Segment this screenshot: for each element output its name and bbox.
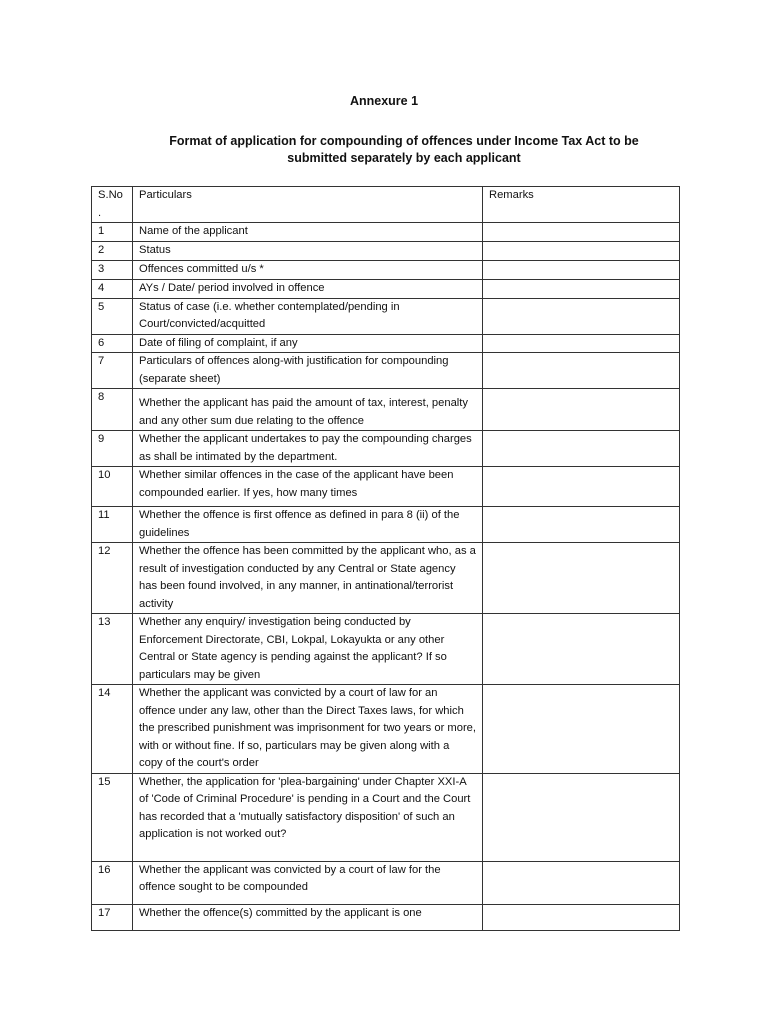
remarks-cell[interactable] <box>483 614 680 685</box>
row-particulars: Particulars of offences along-with justification for compounding (separate sheet) <box>133 353 483 389</box>
remarks-cell[interactable] <box>483 242 680 261</box>
table-row <box>92 298 680 334</box>
row-particulars: Whether the offence has been committed by the applicant who, as a result of investigation conducted by any Central or State agency has been found involved, in any manner, in antinational/terrorist activity <box>133 543 483 614</box>
table-row <box>92 261 680 280</box>
remarks-cell[interactable] <box>483 431 680 467</box>
table-row <box>92 467 680 507</box>
row-particulars: Whether the applicant has paid the amount of tax, interest, penalty and any other sum due relating to the offence <box>133 389 483 431</box>
table-row <box>92 389 680 431</box>
row-sno: 8 <box>92 389 133 431</box>
table-row <box>92 507 680 543</box>
table-row <box>92 861 680 904</box>
row-sno: 14 <box>92 685 133 774</box>
row-sno: 1 <box>92 223 133 242</box>
page-subtitle: Format of application for compounding of offences under Income Tax Act to be submitted separately by each applicant <box>169 134 639 165</box>
remarks-cell[interactable] <box>483 543 680 614</box>
table-row <box>92 543 680 614</box>
row-particulars: Whether the applicant was convicted by a court of law for the offence sought to be compounded <box>133 861 483 904</box>
remarks-cell[interactable] <box>483 353 680 389</box>
table-row <box>92 904 680 930</box>
row-sno: 12 <box>92 543 133 614</box>
row-sno: 17 <box>92 904 133 930</box>
row-particulars: Date of filing of complaint, if any <box>133 334 483 353</box>
remarks-cell[interactable] <box>483 334 680 353</box>
row-particulars: AYs / Date/ period involved in offence <box>133 280 483 299</box>
page-title: Annexure 1 <box>349 94 419 108</box>
remarks-cell[interactable] <box>483 261 680 280</box>
row-sno: 7 <box>92 353 133 389</box>
remarks-cell[interactable] <box>483 467 680 507</box>
remarks-cell[interactable] <box>483 507 680 543</box>
application-format-table <box>91 186 680 931</box>
table-row <box>92 614 680 685</box>
row-particulars: Whether, the application for 'plea-bargaining' under Chapter XXI-A of 'Code of Criminal Procedure' is pending in a Court and the Court has recorded that a 'mutually satisfactory disposition' of such an application is not worked out? <box>133 773 483 861</box>
row-particulars: Whether the offence is first offence as defined in para 8 (ii) of the guidelines <box>133 507 483 543</box>
row-sno: 4 <box>92 280 133 299</box>
row-particulars: Whether the applicant undertakes to pay the compounding charges as shall be intimated by the department. <box>133 431 483 467</box>
header-particulars: Particulars <box>133 187 483 223</box>
table-row <box>92 773 680 861</box>
row-particulars: Offences committed u/s * <box>133 261 483 280</box>
row-sno: 2 <box>92 242 133 261</box>
remarks-cell[interactable] <box>483 773 680 861</box>
remarks-cell[interactable] <box>483 685 680 774</box>
row-particulars: Whether any enquiry/ investigation being conducted by Enforcement Directorate, CBI, Lokpal, Lokayukta or any other Central or State agency is pending against the applicant? If so particulars may be given <box>133 614 483 685</box>
table-row <box>92 223 680 242</box>
row-sno: 9 <box>92 431 133 467</box>
table-header-row <box>92 187 680 223</box>
table-row <box>92 353 680 389</box>
row-particulars: Status <box>133 242 483 261</box>
row-particulars: Name of the applicant <box>133 223 483 242</box>
row-particulars: Whether similar offences in the case of the applicant have been compounded earlier. If yes, how many times <box>133 467 483 507</box>
row-sno: 3 <box>92 261 133 280</box>
table-row <box>92 280 680 299</box>
table-row <box>92 242 680 261</box>
row-sno: 6 <box>92 334 133 353</box>
row-particulars: Status of case (i.e. whether contemplated/pending in Court/convicted/acquitted <box>133 298 483 334</box>
remarks-cell[interactable] <box>483 904 680 930</box>
row-sno: 11 <box>92 507 133 543</box>
table-row <box>92 685 680 774</box>
remarks-cell[interactable] <box>483 389 680 431</box>
row-sno: 10 <box>92 467 133 507</box>
header-remarks: Remarks <box>483 187 680 223</box>
remarks-cell[interactable] <box>483 280 680 299</box>
remarks-cell[interactable] <box>483 223 680 242</box>
table-row <box>92 431 680 467</box>
row-sno: 15 <box>92 773 133 861</box>
remarks-cell[interactable] <box>483 298 680 334</box>
remarks-cell[interactable] <box>483 861 680 904</box>
row-sno: 13 <box>92 614 133 685</box>
header-sno: S.No . <box>92 187 133 223</box>
row-sno: 5 <box>92 298 133 334</box>
row-sno: 16 <box>92 861 133 904</box>
table-row <box>92 334 680 353</box>
row-particulars: Whether the applicant was convicted by a court of law for an offence under any law, other than the Direct Taxes laws, for which the prescribed punishment was imprisonment for two years or more, with or without fine. If so, particulars may be given along with a copy of the court's order <box>133 685 483 774</box>
row-particulars: Whether the offence(s) committed by the applicant is one <box>133 904 483 930</box>
